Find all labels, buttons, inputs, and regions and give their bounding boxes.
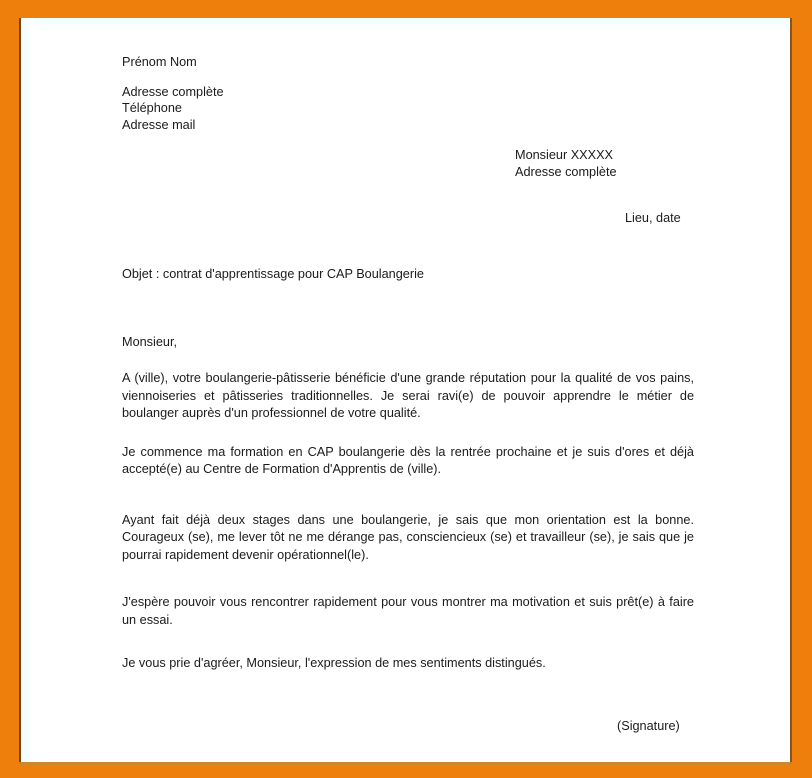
closing-paragraph: J'espère pouvoir vous rencontrer rapidement pour vous montrer ma motivation et suis prêt(e) à faire un essai.: [122, 595, 694, 627]
body-paragraph: A (ville), votre boulangerie-pâtisserie bénéficie d'une grande réputation pour la qualité de vos pains, viennoiseries et pâtisseries traditionnelles. Je serai ravi(e) de pouvoir apprendre le métier de boulanger auprès d'un professionnel de votre qualité.: [122, 371, 694, 420]
signature-placeholder: (Signature): [617, 719, 680, 733]
sender-block: [122, 54, 442, 133]
letter-page: [21, 18, 790, 762]
place-and-date: Lieu, date: [625, 211, 681, 225]
salutation: Monsieur,: [122, 335, 178, 349]
letter-closing: [122, 594, 694, 699]
body-paragraph: Je commence ma formation en CAP boulangerie dès la rentrée prochaine et je suis d'ores et déjà accepté(e) au Centre de Formation d'Apprentis de (ville).: [122, 444, 694, 476]
body-paragraph: Ayant fait déjà deux stages dans une boulangerie, je sais que mon orientation est la bonne. Courageux (se), me lever tôt ne me dérange pas, consciencieux (se) et travailleur (se), je sais que je pourrai rapidement devenir opérationnel(le).: [122, 512, 694, 562]
recipient-address: Adresse complète: [515, 164, 617, 179]
page-bottom-edge-line: [19, 762, 792, 765]
closing-paragraph: Je vous prie d'agréer, Monsieur, l'expression de mes sentiments distingués.: [122, 656, 546, 670]
recipient-name: Monsieur XXXXX: [515, 148, 614, 162]
subject-line: Objet : contrat d'apprentissage pour CAP Boulangerie: [122, 267, 424, 281]
recipient-block: [515, 147, 775, 180]
letter-body: [122, 370, 694, 585]
sender-name: Prénom Nom: [122, 55, 197, 69]
letter-content: [21, 18, 790, 762]
page-right-edge-line: [790, 18, 792, 764]
sender-address: Adresse complète: [122, 84, 224, 99]
sender-email: Adresse mail: [122, 117, 196, 132]
sender-phone: Téléphone: [122, 101, 182, 115]
